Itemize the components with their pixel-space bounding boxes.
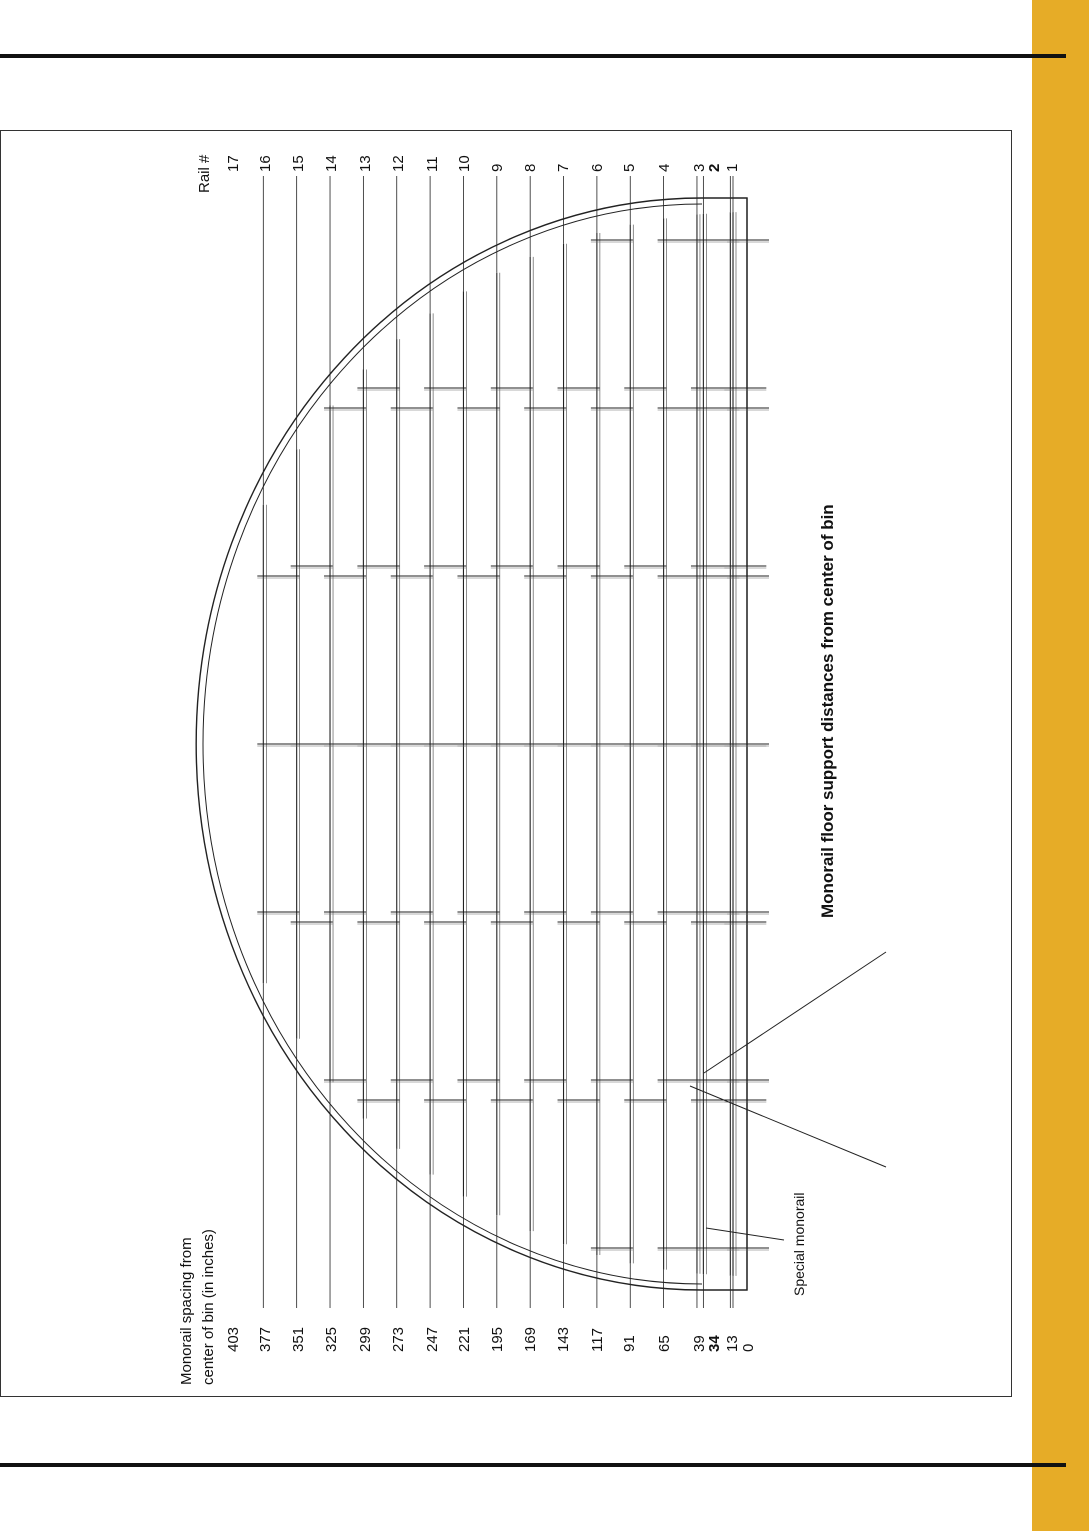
rail-number-label: 1 [724, 163, 741, 172]
callout-line-upper [704, 952, 886, 1073]
rail-header: Rail # [196, 154, 213, 193]
special-monorail-label: Special monorail [791, 1192, 807, 1296]
rail-number-label: 7 [555, 163, 572, 172]
spacing-header-line2: center of bin (in inches) [200, 1229, 217, 1385]
supports-group [257, 240, 769, 1250]
spacing-label: 325 [323, 1326, 340, 1352]
callout-line-lower [690, 1086, 886, 1167]
rail-number-label: 3 [691, 163, 708, 172]
spacing-label: 169 [522, 1326, 539, 1352]
rail-number-label: 4 [656, 163, 673, 172]
rail-number-label: 16 [257, 155, 274, 172]
spacing-label: 377 [257, 1326, 274, 1352]
spacing-label: 221 [456, 1326, 473, 1352]
spacing-label: 351 [290, 1326, 307, 1352]
rail-number-label: 8 [522, 163, 539, 172]
rail-number-label: 6 [589, 163, 606, 172]
special-monorail-leader [706, 1228, 784, 1240]
spacing-label: 0 [740, 1343, 757, 1352]
rail-number-label: 17 [225, 155, 242, 172]
spacing-label: 117 [589, 1328, 606, 1352]
spacing-label: 39 [691, 1335, 708, 1352]
rail-number-label: 2 [706, 163, 723, 172]
diagram-title: Monorail floor support distances from center of bin [818, 504, 837, 918]
spacing-label: 143 [555, 1326, 572, 1352]
spacing-label: 91 [621, 1335, 638, 1352]
rail-number-label: 13 [357, 155, 374, 172]
rail-number-label: 10 [456, 155, 473, 172]
spacing-label: 65 [656, 1335, 673, 1352]
spacing-label: 273 [390, 1326, 407, 1352]
rail-number-label: 5 [621, 163, 638, 172]
spacing-label: 247 [424, 1326, 441, 1352]
spacing-label: 34 [706, 1335, 723, 1352]
leader-lines [263, 176, 733, 1308]
rail-number-label: 15 [290, 155, 307, 172]
spacing-label: 403 [225, 1326, 242, 1352]
spacing-header-line1: Monorail spacing from [178, 1237, 195, 1385]
spacing-label: 13 [724, 1335, 741, 1352]
rail-number-label: 12 [390, 155, 407, 172]
spacing-label: 195 [489, 1326, 506, 1352]
spacing-labels [225, 1327, 757, 1352]
rail-number-labels [225, 155, 741, 172]
rail-number-label: 11 [424, 156, 441, 172]
rail-number-label: 14 [323, 155, 340, 172]
rail-number-label: 9 [489, 163, 506, 172]
spacing-label: 299 [357, 1326, 374, 1352]
